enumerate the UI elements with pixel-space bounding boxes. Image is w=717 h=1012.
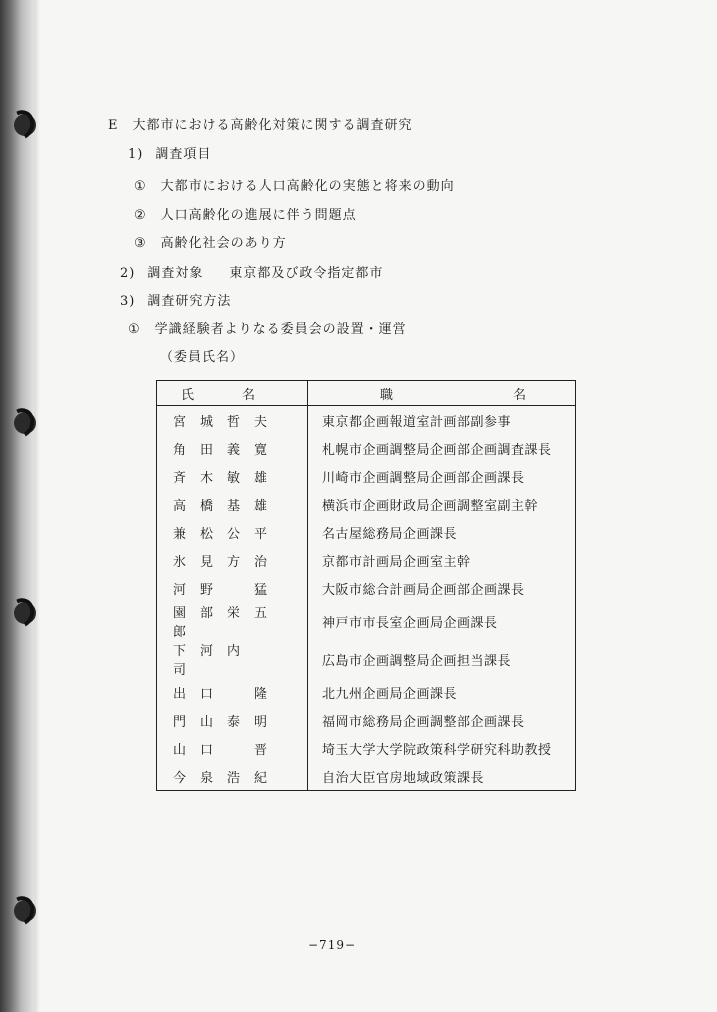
member-post: 京都市計画局企画室主幹 — [322, 554, 471, 570]
survey-item — [134, 204, 357, 223]
survey-items-heading — [128, 143, 211, 162]
item-marker: ② — [134, 208, 147, 223]
member-post: 川崎市企画調整局企画部企画課長 — [322, 470, 525, 486]
heading-number: 2) — [120, 266, 136, 281]
item-text: 人口高齢化の進展に伴う問題点 — [160, 208, 357, 223]
table-row — [157, 546, 576, 574]
heading-label: 調査項目 — [155, 147, 212, 162]
item-marker: ① — [134, 179, 147, 194]
member-name: 宮城哲夫 — [157, 406, 308, 435]
section-letter: E — [108, 118, 119, 133]
member-name: 角田義寛 — [157, 434, 308, 462]
table-row — [157, 462, 576, 490]
heading-number: 3) — [120, 294, 136, 309]
table-row — [157, 434, 576, 462]
table-row — [157, 640, 576, 678]
member-post: 埼玉大学大学院政策科学研究科助教授 — [322, 742, 552, 758]
page-number: −719− — [308, 938, 357, 952]
member-post: 名古屋総務局企画課長 — [322, 526, 458, 542]
section-heading — [108, 114, 413, 133]
member-post: 神戸市市長室企画局企画課長 — [322, 615, 498, 631]
member-name: 門山泰明 — [157, 706, 308, 734]
member-post: 広島市企画調整局企画担当課長 — [322, 653, 512, 669]
members-table — [156, 380, 576, 791]
table-row — [157, 602, 576, 640]
member-post: 北九州企画局企画課長 — [322, 686, 458, 702]
header-post — [308, 381, 576, 406]
members-caption: （委員氏名） — [160, 350, 245, 365]
member-post: 大阪市総合計画局企画部企画課長 — [322, 582, 525, 598]
binder-ring — [8, 408, 38, 438]
item-text: 学識経験者よりなる委員会の設置・運営 — [154, 322, 407, 337]
table-row — [157, 678, 576, 706]
member-post: 自治大臣官房地域政策課長 — [322, 770, 485, 786]
survey-target-value: 東京都及び政令指定都市 — [229, 266, 384, 281]
table-row — [157, 734, 576, 762]
heading-label: 調査研究方法 — [147, 294, 232, 309]
member-name: 園部栄五郎 — [157, 602, 308, 640]
member-name: 河野 猛 — [157, 574, 308, 602]
item-text: 大都市における人口高齢化の実態と将来の動向 — [160, 179, 455, 194]
heading-number: 1) — [128, 147, 144, 162]
header-post-char: 名 — [513, 387, 527, 403]
survey-item — [134, 232, 287, 251]
header-name-char: 氏 — [181, 387, 195, 403]
table-row — [157, 406, 576, 435]
survey-method-item — [128, 318, 407, 337]
binder-spine — [0, 0, 34, 1012]
binder-spine-shadow — [34, 0, 40, 1012]
header-post-char: 職 — [380, 387, 394, 403]
member-name: 高橋基雄 — [157, 490, 308, 518]
table-row — [157, 706, 576, 734]
heading-label: 調査対象 — [147, 266, 204, 281]
table-row — [157, 518, 576, 546]
item-marker: ① — [128, 322, 141, 337]
member-name: 山口 晋 — [157, 734, 308, 762]
member-name: 斉木敏雄 — [157, 462, 308, 490]
member-post: 札幌市企画調整局企画部企画調査課長 — [322, 442, 552, 458]
table-row — [157, 574, 576, 602]
member-name: 今泉浩紀 — [157, 762, 308, 791]
item-text: 高齢化社会のあり方 — [160, 236, 287, 251]
header-name — [157, 381, 308, 406]
header-name-char: 名 — [242, 387, 256, 403]
table-row — [157, 762, 576, 791]
member-name: 氷見方治 — [157, 546, 308, 574]
member-post: 福岡市総務局企画調整部企画課長 — [322, 714, 525, 730]
survey-target-heading — [120, 262, 383, 281]
member-name: 下河内 司 — [157, 640, 308, 678]
item-marker: ③ — [134, 236, 147, 251]
member-name: 出口 隆 — [157, 678, 308, 706]
member-post: 東京都企画報道室計画部副参事 — [322, 414, 512, 430]
binder-ring — [8, 896, 38, 926]
member-name: 兼松公平 — [157, 518, 308, 546]
survey-item — [134, 175, 455, 194]
table-header-row — [157, 381, 576, 406]
binder-ring — [8, 110, 38, 140]
member-post: 横浜市企画財政局企画調整室副主幹 — [322, 498, 539, 514]
table-row — [157, 490, 576, 518]
binder-ring — [8, 598, 38, 628]
survey-method-heading — [120, 290, 231, 309]
section-title: 大都市における高齢化対策に関する調査研究 — [132, 118, 413, 133]
